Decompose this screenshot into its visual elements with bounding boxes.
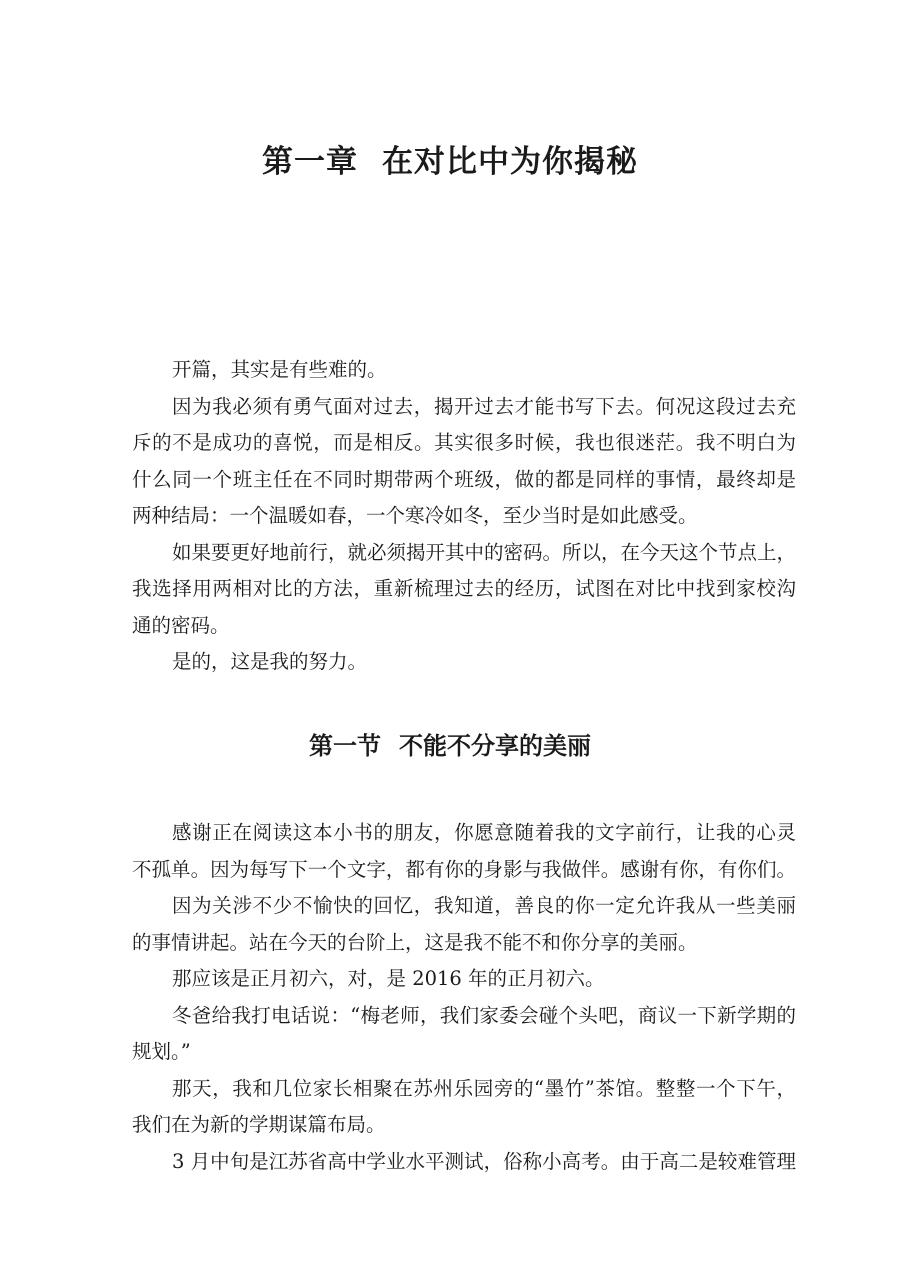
paragraph-line: 那应该是正月初六，对，是 2016 年的正月初六。 [172, 967, 605, 990]
paragraph-line: 3 月中旬是江苏省高中学业水平测试，俗称小高考。由于高二是较难管理 [172, 1149, 796, 1173]
paragraph-line: 因为我必须有勇气面对过去，揭开过去才能书写下去。何况这段过去充 [172, 394, 796, 418]
section-title [0, 728, 900, 764]
section-label: 第一节 [309, 732, 381, 760]
paragraph-line: 冬爸给我打电话说：“梅老师，我们家委会碰个头吧，商议一下新学期的 [172, 1003, 796, 1027]
chapter-intro [132, 352, 796, 681]
paragraph-line: 通的密码。 [132, 613, 230, 637]
paragraph-line: 什么同一个班主任在不同时期带两个班级，做的都是同样的事情，最终却是 [132, 467, 796, 491]
chapter-title-text: 在对比中为你揭秘 [382, 144, 638, 180]
paragraph-line: 斥的不是成功的喜悦，而是相反。其实很多时候，我也很迷茫。我不明白为 [132, 431, 796, 454]
paragraph-line: 两种结局：一个温暖如春，一个寒冷如冬，至少当时是如此感受。 [132, 504, 698, 527]
paragraph-line: 我选择用两相对比的方法，重新梳理过去的经历，试图在对比中找到家校沟 [132, 577, 796, 600]
chapter-title [0, 140, 900, 184]
paragraph-line: 不孤单。因为每写下一个文字，都有你的身影与我做伴。感谢有你，有你们。 [132, 857, 796, 881]
paragraph-line: 的事情讲起。站在今天的台阶上，这是我不能不和你分享的美丽。 [132, 930, 698, 954]
paragraph-line: 因为关涉不少不愉快的回忆，我知道，善良的你一定允许我从一些美丽 [172, 894, 796, 917]
paragraph-line: 那天，我和几位家长相聚在苏州乐园旁的“墨竹”茶馆。整整一个下午， [172, 1076, 796, 1100]
paragraph-line: 规划。” [132, 1040, 191, 1063]
paragraph-line: 开篇，其实是有些难的。 [172, 358, 387, 381]
paragraph-line: 如果要更好地前行，就必须揭开其中的密码。所以，在今天这个节点上， [172, 540, 797, 564]
paragraph-line: 我们在为新的学期谋篇布局。 [132, 1113, 386, 1136]
section-body [132, 815, 796, 1180]
paragraph-line: 是的，这是我的努力。 [172, 650, 368, 673]
section-title-text: 不能不分享的美丽 [399, 732, 591, 760]
paragraph-line: 感谢正在阅读这本小书的朋友，你愿意随着我的文字前行，让我的心灵 [172, 821, 796, 844]
chapter-label: 第一章 [262, 144, 358, 180]
